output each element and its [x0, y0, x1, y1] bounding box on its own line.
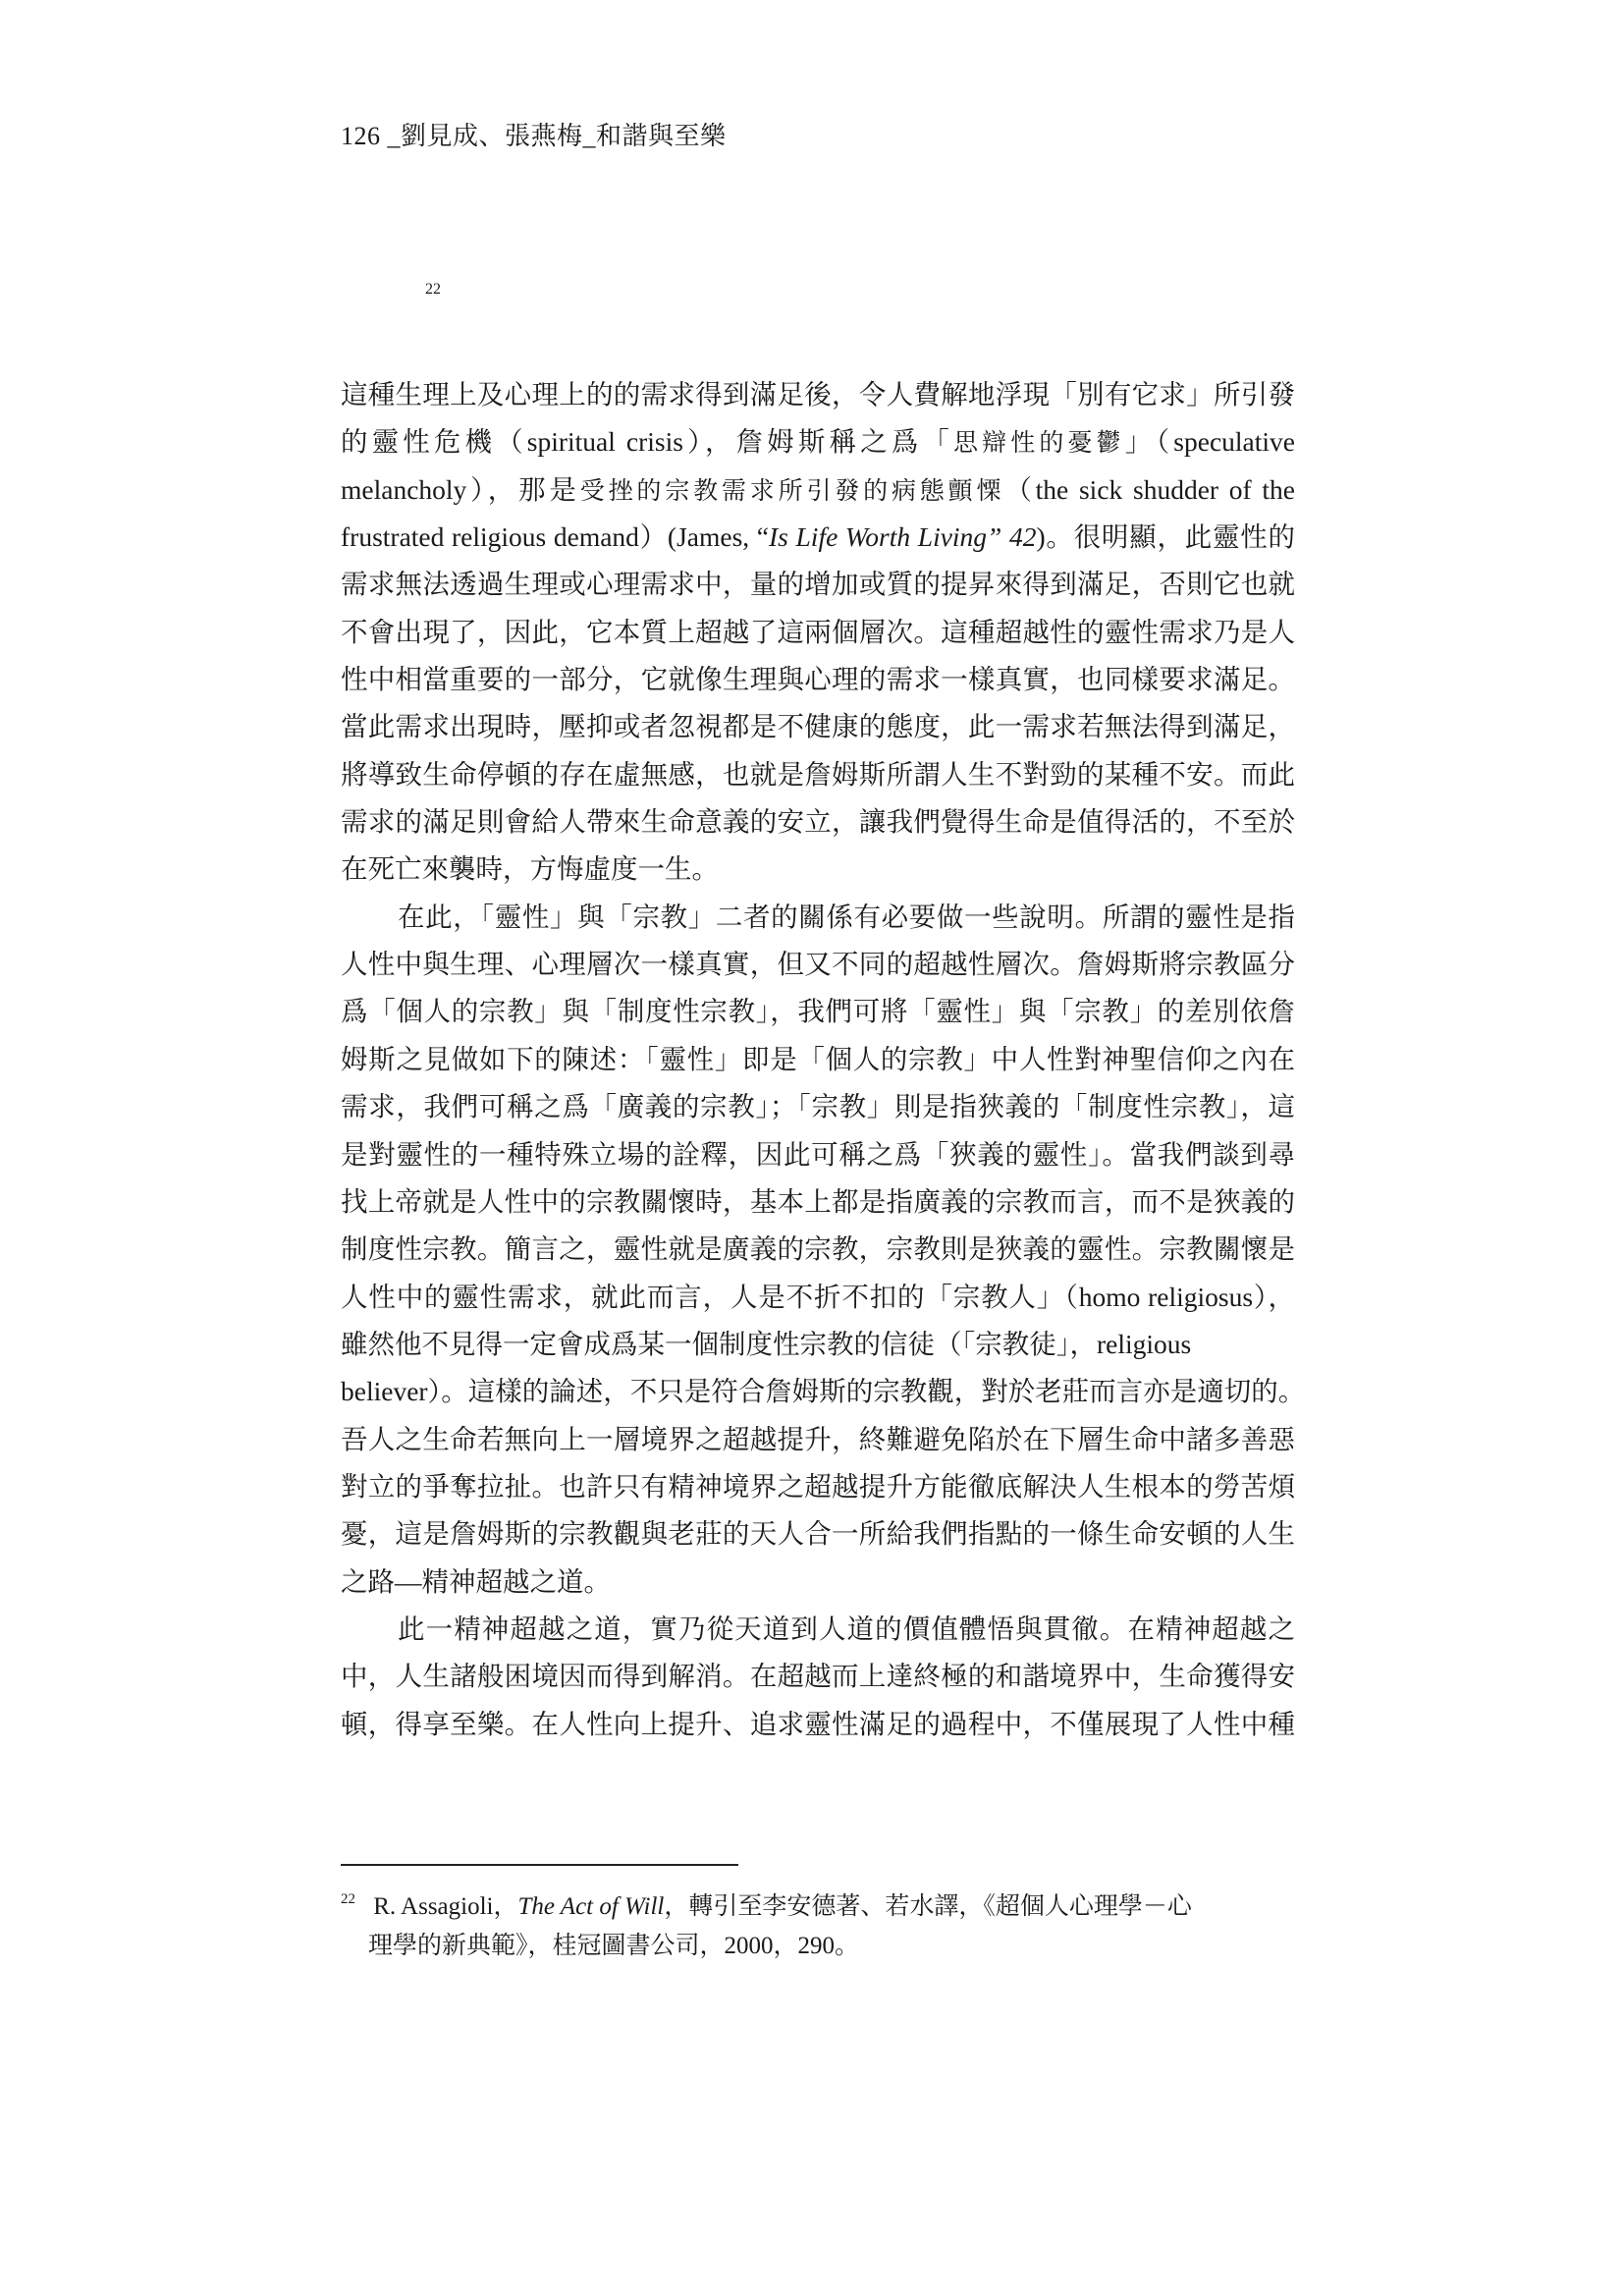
text-segment: 將導致生命停頓的存在虛無感，也就是詹姆斯所謂人生不對勁的某種不安。而此: [341, 758, 1295, 790]
paragraph: [341, 371, 1295, 894]
text-line: [341, 466, 1295, 514]
text-segment: 制度性宗教。簡言之，靈性就是廣義的宗教，宗教則是狹義的靈性。宗教關懷是: [341, 1233, 1295, 1265]
text-segment: 當此需求出現時，壓抑或者忽視都是不健康的態度，此一需求若無法得到滿足，: [341, 711, 1295, 742]
text-segment: 之路—精神超越之道。: [341, 1565, 611, 1597]
text-line: [341, 1701, 1295, 1748]
text-line: [341, 988, 1295, 1035]
text-segment: believer）。這樣的論述，不只是符合詹姆斯的宗教觀，對於老莊而言亦是適切的。: [341, 1376, 1306, 1407]
text-line: [341, 1131, 1295, 1178]
text-segment: 人性中與生理、心理層次一樣真實，但又不同的超越性層次。詹姆斯將宗教區分: [341, 949, 1295, 980]
footnote-line: 理學的新典範》，桂冠圖書公司，2000，290。: [368, 1933, 860, 1959]
text-segment: 在死亡來襲時，方悔虛度一生。: [341, 853, 719, 885]
text-segment: melancholy），那是: [341, 473, 580, 505]
emphasis-text: 受挫的宗教需求所引發的病態顫慄: [579, 475, 1005, 505]
text-line: [341, 846, 1295, 893]
text-line: [341, 1558, 1295, 1606]
text-segment: 此一精神超越之道，實乃從天道到人道的價值體悟與貫徹。在精神超越之: [398, 1613, 1295, 1644]
text-segment: 頓，得享至樂。在人性向上提升、追求靈性滿足的過程中，不僅展現了人性中種: [341, 1708, 1295, 1739]
text-line: [341, 418, 1295, 465]
text-segment: 對立的爭奪拉扯。也許只有精神境界之超越提升方能徹底解決人生根本的勞苦煩: [341, 1470, 1295, 1502]
text-line: [341, 1416, 1295, 1463]
text-segment: 中，人生諸般困境因而得到解消。在超越而上達終極的和諧境界中，生命獲得安: [341, 1661, 1295, 1692]
text-segment: 需求的滿足則會給人帶來生命意義的安立，讓我們覺得生命是值得活的，不至於: [341, 806, 1295, 838]
text-line: [341, 1321, 1295, 1368]
italic-text: Is Life Worth Living” 42: [769, 521, 1037, 553]
text-segment: 姆斯之見做如下的陳述：「靈性」即是「個人的宗教」中人性對神聖信仰之內在: [341, 1043, 1295, 1074]
paragraph: [341, 1606, 1295, 1748]
text-segment: 這種生理上及心理上的的需求得到滿足後，令人費解地浮現「別有它求」所引發: [341, 379, 1295, 410]
text-segment: 需求無法透過生理或心理需求中，量的增加或質的提昇來得到滿足，否則它也就: [341, 569, 1295, 600]
footnote-line: [341, 1887, 1295, 1927]
text-line: [341, 941, 1295, 988]
body-text: [341, 371, 1306, 1748]
text-segment: 吾人之生命若無向上一層境界之超越提升，終難避免陷於在下層生命中諸多善惡: [341, 1423, 1295, 1454]
text-line: [341, 1178, 1295, 1226]
text-line: [341, 1274, 1295, 1321]
text-line: [341, 1653, 1295, 1700]
text-segment: 憂，這是詹姆斯的宗教觀與老莊的天人合一所給我們指點的一條生命安頓的人生: [341, 1518, 1295, 1550]
text-line: [341, 751, 1295, 798]
text-segment: 」（speculative: [1124, 426, 1295, 458]
text-line: [341, 1463, 1295, 1510]
text-segment: 人性中的靈性需求，就此而言，人是不折不扣的「宗教人」（homo religiosus），: [341, 1281, 1295, 1312]
text-line: [341, 703, 1295, 750]
running-head: 126 _劉見成、張燕梅_和諧與至樂: [341, 122, 727, 150]
emphasis-text: 思辯性的憂鬱: [953, 428, 1125, 458]
text-line: [341, 371, 1295, 418]
text-line: [341, 609, 1295, 656]
text-line: [341, 561, 1295, 608]
text-line: [341, 1083, 1295, 1130]
text-segment: 是對靈性的一種特殊立場的詮釋，因此可稱之爲「狹義的靈性」。當我們談到尋: [341, 1138, 1295, 1170]
text-line: [341, 1226, 1295, 1273]
footnote-number: 22: [341, 1891, 355, 1907]
text-line: [341, 656, 1295, 703]
text-segment: 在此，「靈性」與「宗教」二者的關係有必要做一些說明。所謂的靈性是指: [398, 901, 1295, 932]
text-segment: R. Assagioli，: [373, 1893, 518, 1920]
text-line: [341, 1510, 1295, 1558]
text-segment: 找上帝就是人性中的宗教關懷時，基本上都是指廣義的宗教而言，而不是狹義的: [341, 1185, 1295, 1217]
text-line: [341, 1368, 1306, 1415]
paragraph: [341, 894, 1306, 1606]
text-line: [341, 1606, 1295, 1653]
text-segment: （the sick shudder of the: [1004, 473, 1295, 505]
text-segment: 爲「個人的宗教」與「制度性宗教」，我們可將「靈性」與「宗教」的差別依詹: [341, 996, 1295, 1027]
text-line: [341, 1036, 1295, 1083]
text-segment: )。很明顯，此靈性的: [1036, 521, 1295, 553]
text-segment: ，轉引至李安德著、若水譯，《超個人心理學－心: [664, 1893, 1192, 1920]
text-segment: 雖然他不見得一定會成爲某一個制度性宗教的信徒（「宗教徒」，religious: [341, 1328, 1192, 1359]
footnote: [341, 1887, 1295, 1966]
text-line: [341, 514, 1295, 561]
text-segment: 的靈性危機（spiritual crisis），詹姆斯稱之爲「: [341, 426, 953, 458]
text-line: [341, 798, 1295, 846]
text-line: [341, 894, 1295, 941]
footnote-divider: [341, 1864, 738, 1866]
text-segment: 性中相當重要的一部分，它就像生理與心理的需求一樣真實，也同樣要求滿足。: [341, 664, 1295, 695]
italic-text: The Act of Will: [517, 1893, 665, 1920]
text-segment: 不會出現了，因此，它本質上超越了這兩個層次。這種超越性的靈性需求乃是人: [341, 616, 1295, 647]
text-segment: 需求，我們可稱之爲「廣義的宗教」；「宗教」則是指狹義的「制度性宗教」，這: [341, 1091, 1295, 1122]
footnote-marker: 22: [425, 281, 441, 298]
text-segment: frustrated religious demand）(James, “: [341, 521, 770, 553]
